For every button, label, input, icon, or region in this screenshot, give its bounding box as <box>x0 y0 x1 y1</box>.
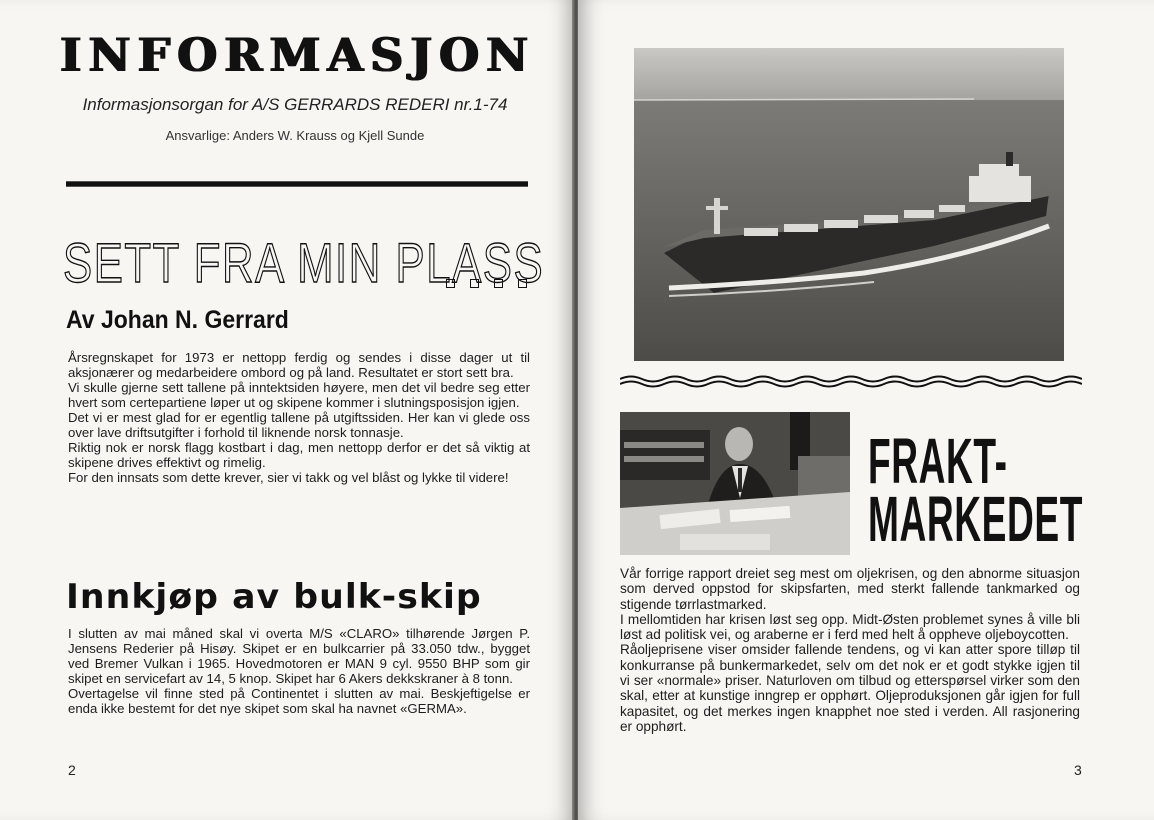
office-photo <box>620 412 850 555</box>
paragraph: Vår forrige rapport dreiet seg mest om oljekrisen, og den abnorme situasjon som derved oppstod for skipsfarten, med sterkt fallende tankmarked og stigende tørrlastmarked. <box>620 566 1080 612</box>
column-title: SETT FRA MIN PLASS <box>63 231 545 294</box>
article-body <box>68 350 530 485</box>
article-body-2 <box>68 626 530 716</box>
responsible-editors: Ansvarlige: Anders W. Krauss og Kjell Sunde <box>165 128 425 143</box>
headline-line: MARKEDET <box>868 483 1083 555</box>
paragraph: Riktig nok er norsk flagg kostbart i dag, men nettopp derfor er det så viktig at skipene drives effektivt og rimelig. <box>68 440 530 470</box>
bulk-carrier-illustration <box>634 48 1064 361</box>
wave-divider <box>620 374 1082 388</box>
paragraph: I slutten av mai måned skal vi overta M/S «CLARO» tilhørende Jørgen P. Jensens Rederier på Hisøy. Skipet er en bulkcarrier på 33.050 tdw., bygget ved Bremer Vulkan i 1965. Hovedmotoren er MAN 9 cyl. 9550 BHP som gir skipet en servicefart av 14, 5 knop. Skipet har 6 Akers dekkskraner à 8 tonn. <box>68 626 530 686</box>
paragraph: Vi skulle gjerne sett tallene på inntektsiden høyere, men det vil bedre seg etter hvert som certepartiene løper ut og skipene kommer i slutningsposisjon igjen. <box>68 380 530 410</box>
page-number: 3 <box>1074 762 1082 778</box>
page-number: 2 <box>68 762 76 778</box>
header-rule <box>66 181 528 187</box>
subtitle: Informasjonsorgan for A/S GERRARDS REDERI nr.1-74 <box>82 95 508 114</box>
paragraph: Årsregnskapet for 1973 er nettopp ferdig og sendes i disse dager ut til aksjonærer og medarbeidere ombord og på land. Resultatet er stort sett bra. <box>68 350 530 380</box>
masthead: INFORMASJON <box>60 28 536 82</box>
ship-photo <box>634 48 1064 361</box>
paragraph: Råoljeprisene viser omsider fallende tendens, og vi kan atter spore tilløp til konkurranse på bunkermarkedet, selv om det nok er et godt stykke igjen til vi ser «normale» priser. Naturloven om tilbud og etterspørsel virker som den skal, etter at kunstige inngrep er opphørt. Oljeproduksjonen går igjen for full kapasitet, og det merkes ingen knapphet noe sted i verden. All rasjonering er opphørt. <box>620 642 1080 734</box>
ellipsis-squares <box>446 279 536 289</box>
paragraph: Overtagelse vil finne sted på Continentet i slutten av mai. Beskjeftigelse er enda ikke bestemt for det nye skipet som skal ha navnet «GERMA». <box>68 686 530 716</box>
section-headline: Innkjøp av bulk-skip <box>66 577 482 617</box>
paragraph: Det vi er mest glad for er egentlig tallene på utgiftssiden. Her kan vi glede oss over lave driftsutgifter i forhold til liknende norsk tonnasje. <box>68 410 530 440</box>
paragraph: I mellomtiden har krisen løst seg opp. Midt-Østen problemet synes å ville bli løst ad politisk vei, og araberne er i ferd med helt å oppheve oljeboycotten. <box>620 611 1080 643</box>
man-at-desk-illustration <box>620 412 850 555</box>
left-page <box>0 0 574 820</box>
byline: Av Johan N. Gerrard <box>66 306 289 334</box>
section-headline <box>868 425 1083 555</box>
headline-line: FRAKT- <box>868 425 1008 497</box>
paragraph: For den innsats som dette krever, sier vi takk og vel blåst og lykke til videre! <box>68 470 509 485</box>
article-body-right <box>620 566 1080 734</box>
